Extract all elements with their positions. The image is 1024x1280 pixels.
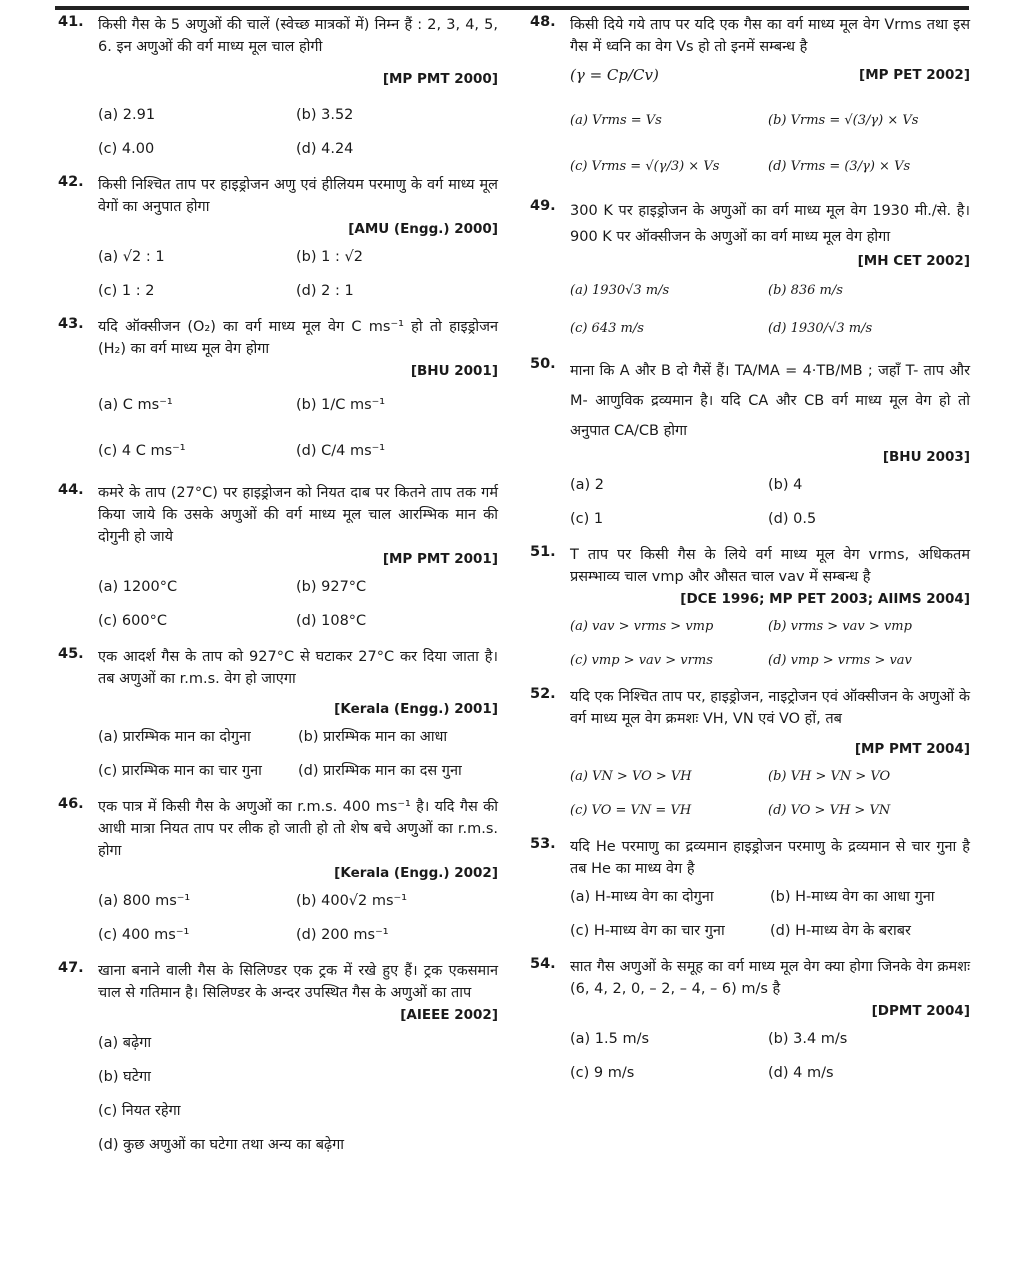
option-b: (b) घटेगा xyxy=(98,1069,151,1085)
option-b: (b) 1 : √2 xyxy=(296,249,363,265)
question-47 xyxy=(58,960,498,1162)
question-number: 47. xyxy=(58,960,84,976)
option-c: (c) प्रारम्भिक मान का चार गुना xyxy=(98,763,262,779)
left-column xyxy=(58,14,498,1162)
option-b: (b) 927°C xyxy=(296,579,367,595)
option-a: (a) 2 xyxy=(570,477,605,493)
question-number: 51. xyxy=(530,544,556,560)
option-a: (a) 1200°C xyxy=(98,579,178,595)
option-b: (b) 3.4 m/s xyxy=(768,1031,848,1047)
question-number: 46. xyxy=(58,796,84,812)
question-number: 43. xyxy=(58,316,84,332)
question-45 xyxy=(58,646,498,788)
question-50 xyxy=(530,356,970,536)
question-text: सात गैस अणुओं के समूह का वर्ग माध्य मूल वेग क्या होगा जिनके वेग क्रमशः (6, 4, 2, 0, – 2, – 4, – 6) m/s है xyxy=(570,959,970,997)
gamma-definition: (γ = Cp/Cv) xyxy=(570,66,659,84)
exam-source: [Kerala (Engg.) 2001] xyxy=(334,701,498,717)
option-c: (c) VO = VN = VH xyxy=(570,803,692,818)
option-d: (d) 200 ms⁻¹ xyxy=(296,927,389,943)
option-d: (d) C/4 ms⁻¹ xyxy=(296,443,386,459)
option-b: (b) 3.52 xyxy=(296,107,354,123)
option-d: (d) H-माध्य वेग के बराबर xyxy=(770,923,911,939)
option-a: (a) √2 : 1 xyxy=(98,249,165,265)
question-text: माना कि A और B दो गैसें हैं। TA/MA = 4·TB/MB ; जहाँ T- ताप और M- आणुविक द्रव्यमान है। यदि CA और CB वर्ग माध्य मूल वेग हो तो अनुपात CA/CB होगा xyxy=(570,363,970,439)
question-number: 41. xyxy=(58,14,84,30)
exam-source: [MP PMT 2004] xyxy=(854,741,970,757)
exam-source: [MP PMT 2001] xyxy=(382,551,498,567)
option-b: (b) H-माध्य वेग का आधा गुना xyxy=(770,889,935,905)
option-b: (b) 1/C ms⁻¹ xyxy=(296,397,386,413)
option-a: (a) 800 ms⁻¹ xyxy=(98,893,191,909)
option-c: (c) 9 m/s xyxy=(570,1065,635,1081)
option-c: (c) 400 ms⁻¹ xyxy=(98,927,190,943)
question-53 xyxy=(530,836,970,948)
question-text: खाना बनाने वाली गैस के सिलिण्डर एक ट्रक में रखे हुए हैं। ट्रक एकसमान चाल से गतिमान है। सिलिण्डर के अन्दर उपस्थित गैस के अणुओं का ताप xyxy=(98,963,498,1001)
option-d: (d) 4 m/s xyxy=(768,1065,834,1081)
question-number: 52. xyxy=(530,686,556,702)
question-number: 42. xyxy=(58,174,84,190)
question-number: 54. xyxy=(530,956,556,972)
option-d: (d) 2 : 1 xyxy=(296,283,354,299)
question-44 xyxy=(58,482,498,638)
option-a: (a) 1930√3 m/s xyxy=(570,283,670,298)
option-c: (c) H-माध्य वेग का चार गुना xyxy=(570,923,725,939)
exam-source: [DCE 1996; MP PET 2003; AIIMS 2004] xyxy=(680,591,970,607)
option-d: (d) कुछ अणुओं का घटेगा तथा अन्य का बढ़ेगा xyxy=(98,1137,345,1153)
exam-source: [Kerala (Engg.) 2002] xyxy=(334,865,498,881)
question-48 xyxy=(530,14,970,190)
question-text: यदि एक निश्चित ताप पर, हाइड्रोजन, नाइट्रोजन एवं ऑक्सीजन के अणुओं के वर्ग माध्य मूल वेग क्रमशः VH, VN एवं VO हों, तब xyxy=(570,689,970,727)
question-52 xyxy=(530,686,970,828)
question-text: 300 K पर हाइड्रोजन के अणुओं का वर्ग माध्य मूल वेग 1930 मी./से. है। 900 K पर ऑक्सीजन के अणुओं का वर्ग माध्य मूल वेग होगा xyxy=(570,203,970,245)
option-d: (d) 108°C xyxy=(296,613,367,629)
option-a: (a) C ms⁻¹ xyxy=(98,397,173,413)
option-b: (b) vrms > vav > vmp xyxy=(768,619,912,634)
option-d: (d) VO > VH > VN xyxy=(768,803,891,818)
exam-source: [MP PMT 2000] xyxy=(382,71,498,87)
option-d: (d) 4.24 xyxy=(296,141,354,157)
option-d: (d) प्रारम्भिक मान का दस गुना xyxy=(298,763,462,779)
question-number: 50. xyxy=(530,356,556,372)
exam-source: [MP PET 2002] xyxy=(859,67,970,83)
question-text: एक आदर्श गैस के ताप को 927°C से घटाकर 27°C कर दिया जाता है। तब अणुओं का r.m.s. वेग हो जाएगा xyxy=(98,649,498,687)
option-b: (b) Vrms = √(3/γ) × Vs xyxy=(768,113,919,128)
option-c: (c) 4.00 xyxy=(98,141,155,157)
exam-source: [AIEEE 2002] xyxy=(400,1007,498,1023)
option-b: (b) 4 xyxy=(768,477,803,493)
option-c: (c) vmp > vav > vrms xyxy=(570,653,713,668)
question-text: किसी दिये गये ताप पर यदि एक गैस का वर्ग माध्य मूल वेग Vrms तथा इस गैस में ध्वनि का वेग Vs हो तो इनमें सम्बन्ध है xyxy=(570,17,970,55)
exam-source: [DPMT 2004] xyxy=(871,1003,970,1019)
question-49 xyxy=(530,198,970,348)
option-a: (a) VN > VO > VH xyxy=(570,769,692,784)
question-51 xyxy=(530,544,970,678)
question-text: किसी निश्चित ताप पर हाइड्रोजन अणु एवं हीलियम परमाणु के वर्ग माध्य मूल वेगों का अनुपात होगा xyxy=(98,177,498,215)
question-43 xyxy=(58,316,498,474)
question-text: यदि He परमाणु का द्रव्यमान हाइड्रोजन परमाणु के द्रव्यमान से चार गुना है तब He का माध्य वेग है xyxy=(570,839,970,877)
question-number: 45. xyxy=(58,646,84,662)
option-a: (a) H-माध्य वेग का दोगुना xyxy=(570,889,714,905)
question-text: T ताप पर किसी गैस के लिये वर्ग माध्य मूल वेग vrms, अधिकतम प्रसम्भाव्य चाल vmp और औसत चाल vav में सम्बन्ध है xyxy=(570,547,970,585)
question-number: 53. xyxy=(530,836,556,852)
option-c: (c) 643 m/s xyxy=(570,321,644,336)
option-b: (b) VH > VN > VO xyxy=(768,769,891,784)
question-number: 49. xyxy=(530,198,556,214)
right-column xyxy=(530,14,970,1090)
option-c: (c) नियत रहेगा xyxy=(98,1103,181,1119)
option-c: (c) 600°C xyxy=(98,613,167,629)
option-d: (d) 1930/√3 m/s xyxy=(768,321,873,336)
question-41 xyxy=(58,14,498,166)
option-c: (c) 1 : 2 xyxy=(98,283,155,299)
question-number: 44. xyxy=(58,482,84,498)
option-c: (c) 4 C ms⁻¹ xyxy=(98,443,186,459)
option-a: (a) vav > vrms > vmp xyxy=(570,619,714,634)
question-text: किसी गैस के 5 अणुओं की चालें (स्वेच्छ मात्रकों में) निम्न हैं : 2, 3, 4, 5, 6. इन अणुओं की वर्ग माध्य मूल चाल होगी xyxy=(98,17,498,55)
question-54 xyxy=(530,956,970,1090)
question-text: कमरे के ताप (27°C) पर हाइड्रोजन को नियत दाब पर कितने ताप तक गर्म किया जाये कि उसके अणुओं की वर्ग माध्य मूल चाल आरम्भिक मान की दोगुनी हो जाये xyxy=(98,485,498,545)
option-b: (b) प्रारम्भिक मान का आधा xyxy=(298,729,448,745)
question-text: यदि ऑक्सीजन (O₂) का वर्ग माध्य मूल वेग C ms⁻¹ हो तो हाइड्रोजन (H₂) का वर्ग माध्य मूल वेग होगा xyxy=(98,319,498,357)
option-a: (a) बढ़ेगा xyxy=(98,1035,152,1051)
option-c: (c) Vrms = √(γ/3) × Vs xyxy=(570,159,720,174)
top-rule xyxy=(55,6,969,10)
option-a: (a) प्रारम्भिक मान का दोगुना xyxy=(98,729,251,745)
exam-source: [BHU 2001] xyxy=(410,363,498,379)
option-a: (a) Vrms = Vs xyxy=(570,113,662,128)
exam-source: [BHU 2003] xyxy=(882,449,970,465)
option-d: (d) Vrms = (3/γ) × Vs xyxy=(768,159,911,174)
question-number: 48. xyxy=(530,14,556,30)
question-46 xyxy=(58,796,498,952)
question-text: एक पात्र में किसी गैस के अणुओं का r.m.s. 400 ms⁻¹ है। यदि गैस की आधी मात्रा नियत ताप पर लीक हो जाती हो तो शेष बचे अणुओं का r.m.s. होगा xyxy=(98,799,498,859)
question-42 xyxy=(58,174,498,308)
option-a: (a) 2.91 xyxy=(98,107,156,123)
exam-source: [MH CET 2002] xyxy=(857,253,970,269)
option-b: (b) 836 m/s xyxy=(768,283,843,298)
option-d: (d) vmp > vrms > vav xyxy=(768,653,912,668)
option-d: (d) 0.5 xyxy=(768,511,817,527)
option-c: (c) 1 xyxy=(570,511,604,527)
option-b: (b) 400√2 ms⁻¹ xyxy=(296,893,408,909)
option-a: (a) 1.5 m/s xyxy=(570,1031,650,1047)
exam-source: [AMU (Engg.) 2000] xyxy=(348,221,498,237)
